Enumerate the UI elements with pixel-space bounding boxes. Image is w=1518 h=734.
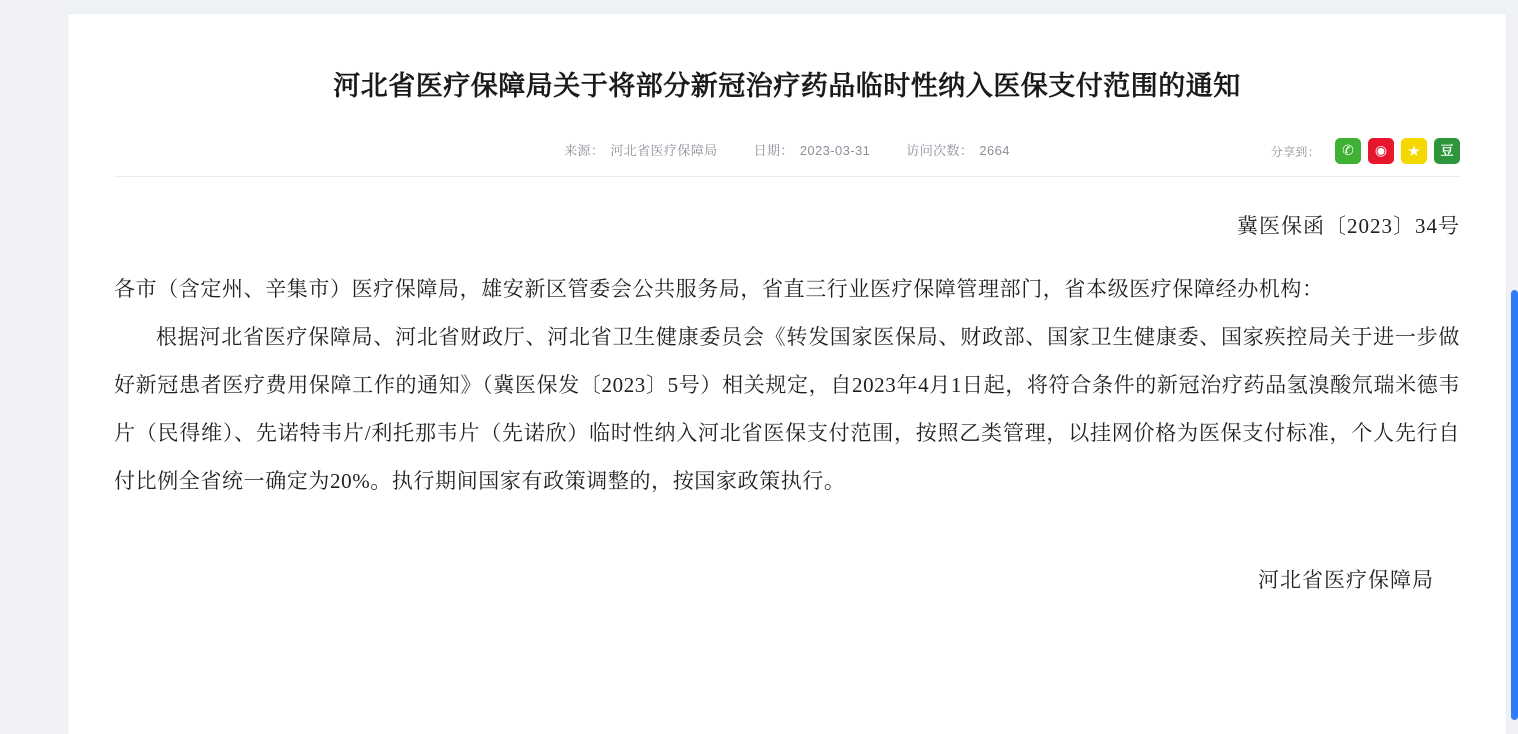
share-bar — [1271, 136, 1460, 166]
qzone-share-icon[interactable] — [1401, 138, 1427, 164]
header-divider — [114, 176, 1460, 177]
article-meta — [114, 134, 1460, 168]
qzone-share-glyph: ★ — [1407, 141, 1421, 160]
article-meta-row — [68, 134, 1506, 168]
meta-views-label: 访问次数： — [906, 143, 974, 158]
meta-source — [564, 134, 717, 168]
meta-views-value: 2664 — [979, 143, 1010, 158]
page-title: 河北省医疗保障局关于将部分新冠治疗药品临时性纳入医保支付范围的通知 — [333, 71, 1241, 101]
weibo-share-glyph: ◉ — [1374, 143, 1388, 159]
article-sheet — [68, 14, 1506, 734]
meta-source-value: 河北省医疗保障局 — [610, 143, 718, 158]
body-paragraph: 根据河北省医疗保障局、河北省财政厅、河北省卫生健康委员会《转发国家医保局、财政部、国家卫生健康委、国家疾控局关于进一步做好新冠患者医疗费用保障工作的通知》（冀医保发〔2023〕5号）相关规定，自2023年4月1日起，将符合条件的新冠治疗药品氢溴酸氘瑞米德韦片（民得维）、先诺特韦片/利托那韦片（先诺欣）临时性纳入河北省医保支付范围，按照乙类管理，以挂网价格为医保支付标准，个人先行自付比例全省统一确定为20%。执行期间国家有政策调整的，按国家政策执行。 — [114, 325, 1460, 493]
share-label: 分享到： — [1270, 144, 1320, 159]
page-gutter-left — [0, 0, 68, 734]
douban-share-glyph: 豆 — [1440, 143, 1454, 159]
scrollbar-thumb[interactable] — [1511, 290, 1518, 720]
meta-date-value: 2023-03-31 — [799, 143, 871, 158]
wechat-share-icon[interactable] — [1335, 138, 1361, 164]
meta-date — [754, 134, 871, 168]
signature: 河北省医疗保障局 — [1258, 568, 1434, 592]
douban-share-icon[interactable] — [1434, 138, 1460, 164]
weibo-share-icon[interactable] — [1368, 138, 1394, 164]
document-number: 冀医保函〔2023〕34号 — [1237, 214, 1460, 238]
meta-views — [906, 134, 1010, 168]
article-body — [68, 211, 1506, 597]
wechat-share-glyph: ✆ — [1342, 143, 1354, 159]
meta-source-label: 来源： — [564, 143, 605, 158]
addressee-paragraph: 各市（含定州、辛集市）医疗保障局，雄安新区管委会公共服务局，省直三行业医疗保障管理部门，省本级医疗保障经办机构： — [114, 277, 1324, 301]
meta-date-label: 日期： — [753, 143, 794, 158]
